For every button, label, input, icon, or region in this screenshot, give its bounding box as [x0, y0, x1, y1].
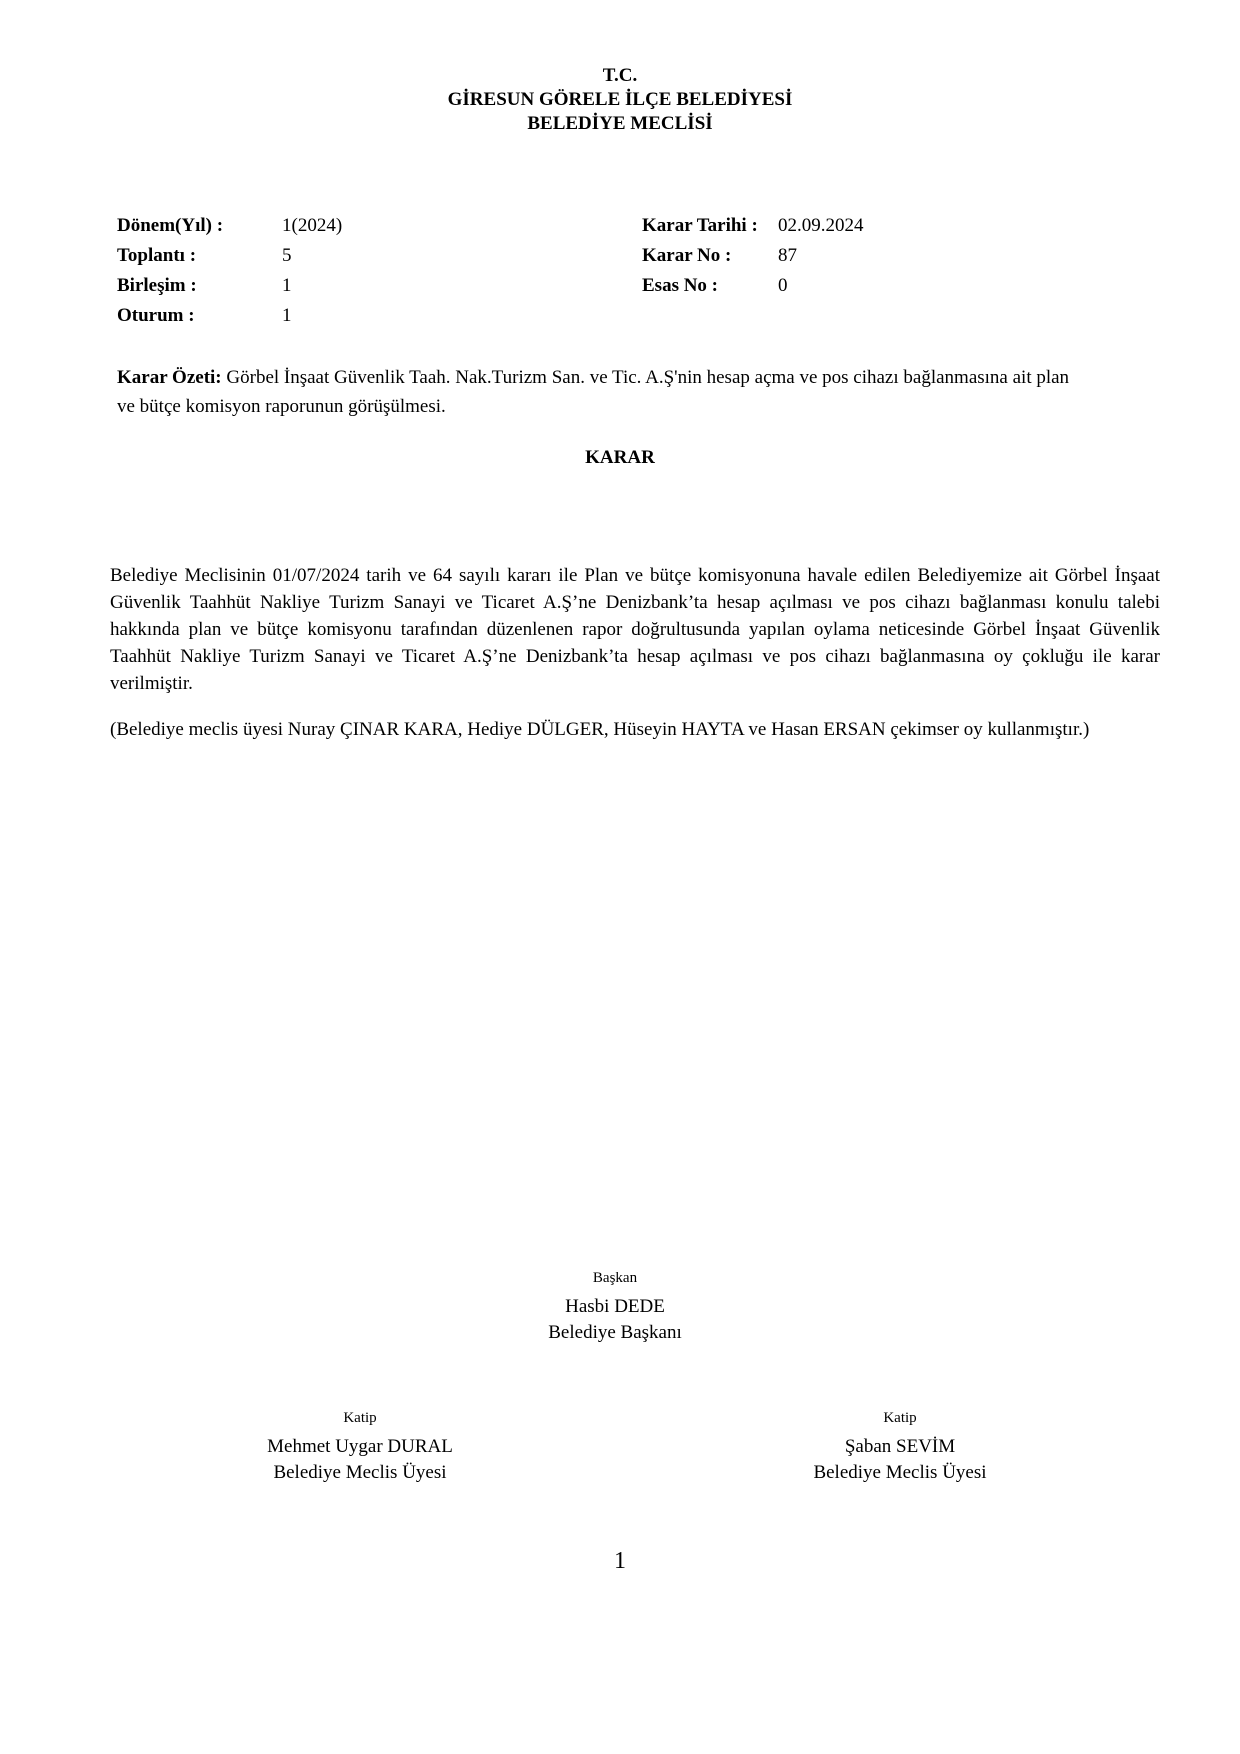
- meta-label-oturum: Oturum :: [117, 305, 195, 326]
- decision-body-paragraph-2: (Belediye meclis üyesi Nuray ÇINAR KARA, Hediye DÜLGER, Hüseyin HAYTA ve Hasan ERSAN çekimser oy kullanmıştır.): [110, 719, 1090, 740]
- document-header: [0, 64, 1240, 136]
- decision-summary: [117, 363, 1077, 421]
- page-number: 1: [614, 1548, 626, 1574]
- meta-value-oturum: 1: [282, 305, 292, 326]
- signature-president-name: Hasbi DEDE: [565, 1296, 665, 1317]
- meta-value-birlesim: 1: [282, 275, 292, 296]
- decision-body-paragraph-1: Belediye Meclisinin 01/07/2024 tarih ve 64 sayılı kararı ile Plan ve bütçe komisyonuna havale edilen Belediyemize ait Görbel İnşaat Güvenlik Taahhüt Nakliye Turizm Sanayi ve Ticaret A.Ş’ne Denizbank’ta hesap açılması ve pos cihazı bağlanması konulu talebi hakkında plan ve bütçe komisyonu tarafından düzenlenen rapor doğrultusunda yapılan oylama neticesinde Görbel İnşaat Güvenlik Taahhüt Nakliye Turizm Sanayi ve Ticaret A.Ş’ne Denizbank’ta hesap açılması ve pos cihazı bağlanmasına oy çokluğu ile karar verilmiştir.: [110, 565, 1160, 694]
- summary-text: Görbel İnşaat Güvenlik Taah. Nak.Turizm San. ve Tic. A.Ş'nin hesap açma ve pos cihazı bağlanmasına ait plan ve bütçe komisyon raporunun görüşülmesi.: [117, 367, 1070, 417]
- meta-label-birlesim: Birleşim :: [117, 275, 197, 296]
- signature-president-role: Başkan: [592, 1270, 638, 1286]
- header-line-tc: T.C.: [602, 65, 638, 86]
- meta-value-karar-no: 87: [778, 245, 797, 266]
- summary-label: Karar Özeti:: [117, 367, 222, 388]
- header-line-municipality: GİRESUN GÖRELE İLÇE BELEDİYESİ: [447, 89, 793, 110]
- meta-label-donem: Dönem(Yıl) :: [117, 215, 224, 236]
- signature-clerk-right-title: Belediye Meclis Üyesi: [813, 1462, 987, 1483]
- meta-label-toplanti: Toplantı :: [117, 245, 197, 266]
- meta-value-esas-no: 0: [778, 275, 788, 296]
- meta-value-donem: 1(2024): [282, 215, 343, 236]
- signature-clerk-right-role: Katip: [883, 1410, 917, 1426]
- signature-president: [415, 1268, 815, 1346]
- signature-clerk-left-name: Mehmet Uygar DURAL: [267, 1436, 453, 1457]
- signature-clerk-right: [745, 1408, 1055, 1486]
- meta-label-karar-no: Karar No :: [642, 245, 732, 266]
- signature-president-title: Belediye Başkanı: [548, 1322, 682, 1343]
- meta-value-toplanti: 5: [282, 245, 292, 266]
- decision-title: KARAR: [585, 447, 655, 468]
- signature-clerk-right-name: Şaban SEVİM: [844, 1436, 956, 1457]
- header-line-council: BELEDİYE MECLİSİ: [527, 113, 713, 134]
- meta-label-karar-tarihi: Karar Tarihi :: [642, 215, 758, 236]
- signature-clerk-left: [205, 1408, 515, 1486]
- meta-label-esas-no: Esas No :: [642, 275, 719, 296]
- meta-value-karar-tarihi: 02.09.2024: [778, 215, 864, 236]
- signature-clerk-left-role: Katip: [343, 1410, 377, 1426]
- signature-clerk-left-title: Belediye Meclis Üyesi: [273, 1462, 447, 1483]
